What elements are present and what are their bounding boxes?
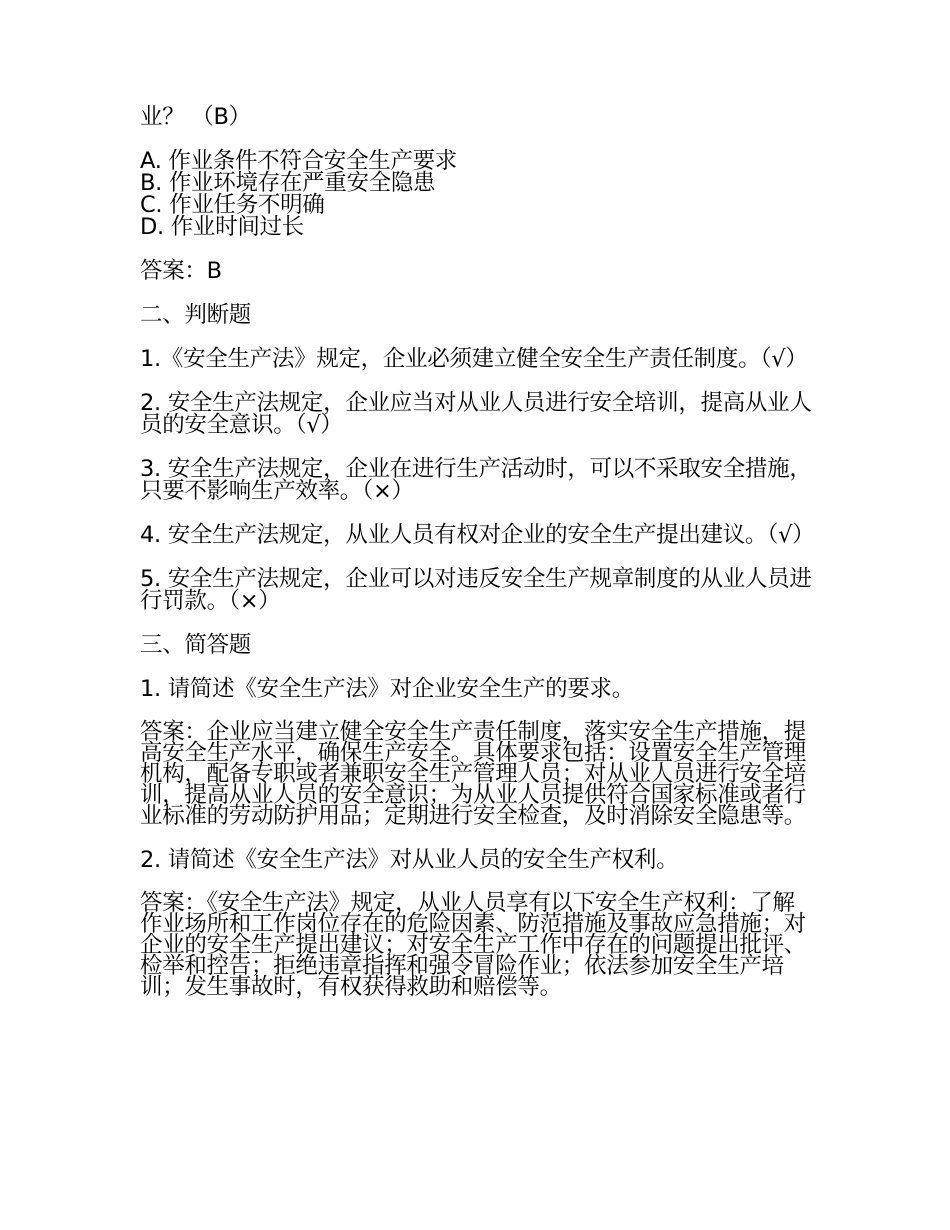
option-b: B. 作业环境存在严重安全隐患 xyxy=(140,170,436,196)
option-d: D. 作业时间过长 xyxy=(140,214,304,240)
judgment-item-2: 2. 安全生产法规定，企业应当对从业人员进行安全培训，提高从业人员的安全意识。（√） xyxy=(140,390,812,438)
short-question-2: 2. 请简述《安全生产法》对从业人员的安全生产权利。 xyxy=(140,847,679,873)
answer-1: 答案：B xyxy=(140,258,222,284)
section-title-short-answer: 三、简答题 xyxy=(140,632,252,658)
option-a: A. 作业条件不符合安全生产要求 xyxy=(140,148,458,174)
question-tail: 业？ （B） xyxy=(140,104,251,130)
document-page xyxy=(140,104,815,1020)
short-answer-2: 答案：《安全生产法》规定，从业人员享有以下安全生产权利：了解作业场所和工作岗位存在的危险因素、防范措施及事故应急措施；对企业的安全生产提出建议；对安全生产工作中存在的问题提出批评、检举和控告；拒绝违章指挥和强令冒险作业；依法参加安全生产培训；发生事故时，有权获得救助和赔偿等。 xyxy=(140,890,807,1000)
judgment-item-5: 5. 安全生产法规定，企业可以对违反安全生产规章制度的从业人员进行罚款。（×） xyxy=(140,566,812,614)
section-title-judgment: 二、判断题 xyxy=(140,302,252,328)
short-question-1: 1. 请简述《安全生产法》对企业安全生产的要求。 xyxy=(140,676,634,702)
judgment-item-3: 3. 安全生产法规定，企业在进行生产活动时，可以不采取安全措施，只要不影响生产效率。（×） xyxy=(140,456,812,504)
judgment-item-4: 4. 安全生产法规定，从业人员有权对企业的安全生产提出建议。（√） xyxy=(140,522,815,548)
option-c: C. 作业任务不明确 xyxy=(140,192,325,218)
options-list xyxy=(140,150,812,238)
judgment-item-1: 1.《安全生产法》规定，企业必须建立健全安全生产责任制度。（√） xyxy=(140,346,808,372)
short-answer-1: 答案：企业应当建立健全安全生产责任制度，落实安全生产措施，提高安全生产水平，确保生产安全。具体要求包括：设置安全生产管理机构，配备专职或者兼职安全生产管理人员；对从业人员进行安全培训，提高从业人员的安全意识；为从业人员提供符合国家标准或者行业标准的劳动防护用品；定期进行安全检查，及时消除安全隐患等。 xyxy=(140,719,807,829)
